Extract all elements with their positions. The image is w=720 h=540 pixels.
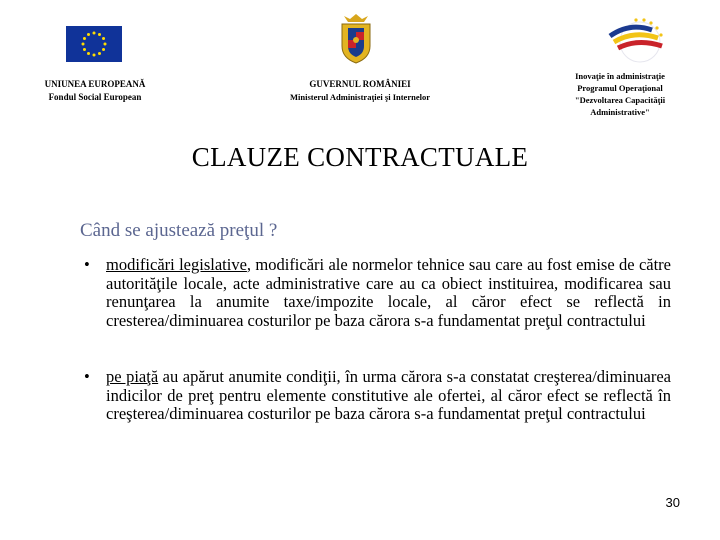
eu-star-icon [83, 37, 86, 40]
eu-header-text [20, 78, 170, 104]
eu-star-icon [87, 33, 90, 36]
eu-star-icon [98, 33, 101, 36]
eu-flag-logo [66, 26, 122, 62]
bullet-text [106, 368, 671, 424]
eu-star-icon [102, 37, 105, 40]
eu-star-icon [82, 43, 85, 46]
bullet-marker: • [84, 367, 90, 386]
bullet-body: , modificări ale normelor tehnice sau care au fost emise de către autorităţile locale, acte administrative care au ca obiect instituirea, modificarea sau renunţarea la anumite taxe/impozite locale, al căror efect se reflectă in cresterea/diminuarea costurilor pe baza cărora s-a fundamentat preţul contractului [106, 255, 671, 330]
bullet-text [106, 256, 671, 330]
program-line-4: Administrative" [590, 107, 650, 117]
eu-label: UNIUNEA EUROPEANĂ [44, 79, 146, 89]
coat-of-arms-logo [340, 14, 372, 64]
eu-star-icon [102, 48, 105, 51]
program-line-1: Inovaţie în administraţie [575, 71, 665, 81]
bullet-marker: • [84, 255, 90, 274]
eu-star-icon [104, 43, 107, 46]
eu-star-icon [93, 54, 96, 57]
esf-label: Fondul Social European [48, 92, 142, 102]
question-heading: Când se ajustează preţul ? [80, 220, 278, 241]
bullet-body: au apărut anumite condiţii, în urma cărora s-a constatat creşterea/diminuarea indicilor de preţ pentru elemente constitutive ale ofertei, al căror efect se reflectă în creşterea/diminuarea costurilor pe baza cărora s-a fundamentat preţul contractului [106, 367, 671, 423]
program-line-2: Programul Operaţional [577, 83, 663, 93]
eu-star-icon [93, 32, 96, 35]
eu-star-icon [98, 52, 101, 55]
program-header-text [550, 70, 690, 118]
program-logo [600, 16, 680, 66]
bullet-emphasis: modificări legislative [106, 255, 247, 274]
slide-title: CLAUZE CONTRACTUALE [191, 142, 529, 172]
eu-stars-icon [66, 26, 122, 62]
government-label: GUVERNUL ROMÂNIEI [309, 79, 411, 89]
page-number: 30 [665, 495, 680, 510]
eu-star-icon [87, 52, 90, 55]
eu-star-icon [83, 48, 86, 51]
program-line-3: "Dezvoltarea Capacităţii [574, 95, 666, 105]
bullet-emphasis: pe piaţă [106, 367, 159, 386]
government-header-text [270, 78, 450, 104]
ministry-label: Ministerul Administraţiei şi Internelor [289, 92, 430, 102]
